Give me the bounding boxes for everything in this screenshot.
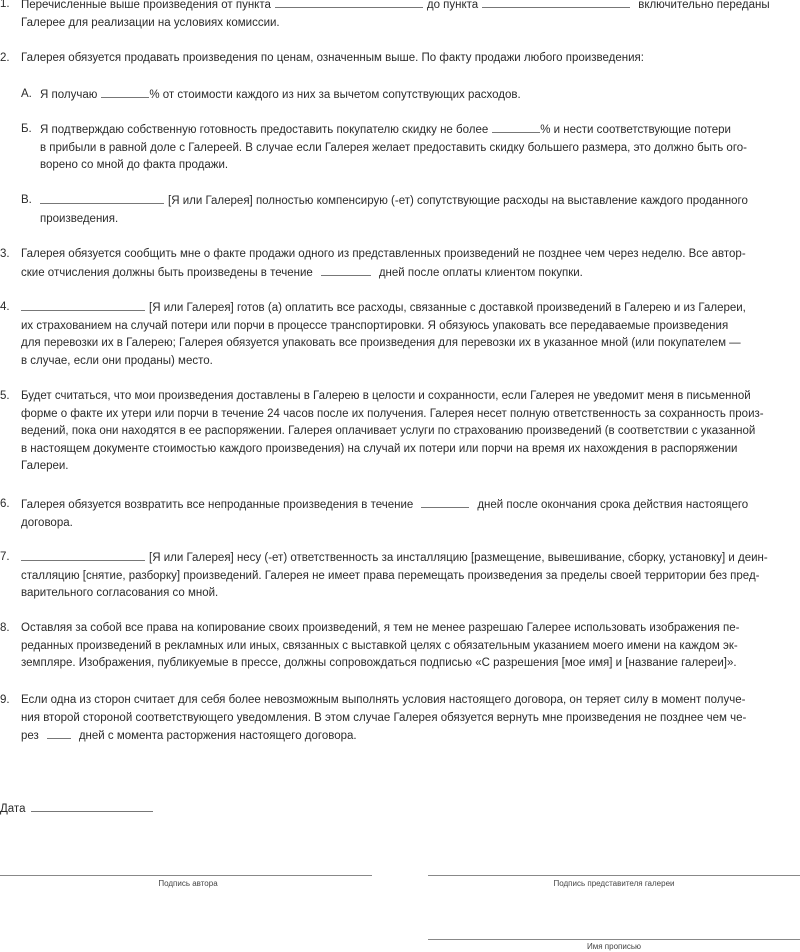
clause-2a (0, 86, 800, 105)
clause-number: 2. (0, 52, 10, 64)
clause-2v (0, 192, 800, 228)
author-signature-line[interactable] (0, 875, 372, 876)
blank-field[interactable] (47, 727, 71, 739)
clause-number: В. (21, 194, 32, 206)
clause-2b (0, 121, 800, 175)
clause-text: дней с момента расторжения настоящего договора. (78, 730, 357, 742)
clause-text: [Я или Галерея] несу (-ет) ответственность за инсталляцию [размещение, вывешивание, сборку, установку] и деин- (149, 552, 768, 564)
blank-field[interactable] (21, 549, 145, 561)
clause-text: Оставляя за собой все права на копирование своих произведений, я тем не менее разрешаю Галерее использовать изображения пе- (21, 622, 740, 634)
clause-2 (0, 50, 800, 68)
clause-6 (0, 496, 800, 532)
clause-5 (0, 388, 800, 476)
clause-number: 7. (0, 551, 10, 563)
clause-text: реданных произведений в рекламных или иных, связанных с выставкой целях с обязательным указанием моего имени на каждом эк- (21, 639, 738, 652)
clause-text: произведения. (40, 212, 119, 225)
clause-text: Галерея обязуется продавать произведения по ценам, означенным выше. По факту продажи любого произведения: (21, 52, 644, 64)
clause-text: Будет считаться, что мои произведения доставлены в Галерею в целости и сохранности, если Галерея не уведомит меня в письменной (21, 390, 751, 402)
clause-text: [Я или Галерея] полностью компенсирую (-ет) сопутствующие расходы на выставление каждого проданного (168, 195, 748, 207)
clause-text: ские отчисления должны быть произведены в течение (21, 266, 313, 279)
clause-text: ния второй стороной соответствующего уведомления. В этом случае Галерея обязуется вернуть мне произведения не позднее чем че- (21, 711, 747, 724)
clause-3 (0, 246, 800, 282)
blank-field[interactable] (101, 86, 149, 98)
clause-text: до пункта (426, 0, 479, 11)
clause-text: ведений, пока они находятся в ее распоряжении. Галерея оплачивает услуги по страхованию произведений (в соответствии с указанной (21, 425, 756, 437)
blank-field[interactable] (275, 0, 423, 8)
clause-7 (0, 549, 800, 603)
clause-number: 3. (0, 248, 10, 260)
clause-text: Галереи. (21, 460, 69, 472)
clause-text: рез (21, 730, 39, 742)
clause-text: форме о факте их утери или порчи в течение 24 часов после их получения. Галерея несет полную ответственность за сохранность произ- (21, 407, 764, 420)
clause-1 (0, 0, 800, 32)
clause-number: 1. (0, 0, 10, 10)
clause-4 (0, 299, 800, 370)
date-row (0, 800, 157, 818)
clause-text: [Я или Галерея] готов (а) оплатить все расходы, связанные с доставкой произведений в Галерею и из Галереи, (149, 302, 746, 314)
clause-number: Б. (21, 123, 32, 135)
clause-text: Если одна из сторон считает для себя более невозможным выполнять условия настоящего договора, он теряет силу в момент получе- (21, 694, 746, 706)
clause-text: в прибыли в равной доле с Галереей. В случае если Галерея желает предоставить скидку большего размера, это должно быть ого- (40, 141, 747, 154)
clause-number: 8. (0, 622, 10, 634)
clause-text: Галерея обязуется возвратить все непроданные произведения в течение (21, 499, 414, 511)
clause-text: % от стоимости каждого из них за вычетом сопутствующих расходов. (149, 89, 521, 101)
blank-field[interactable] (40, 192, 164, 204)
clause-number: 5. (0, 390, 10, 402)
clause-text: Галерея обязуется сообщить мне о факте продажи одного из представленных произведений не позднее чем через неделю. Все автор- (21, 248, 746, 260)
clause-text: для перевозки их в Галерею; Галерея обязуется упаковать все произведения для перевозки их в указанное мной (или покупателем — (21, 337, 741, 349)
clause-8 (0, 620, 800, 673)
clause-text: ворено со мной до факта продажи. (40, 159, 229, 171)
blank-field[interactable] (482, 0, 630, 8)
clause-text: сталляцию [снятие, разборку] произведений. Галерея не имеет права перемещать произведения за пределы своей территории без пред- (21, 569, 760, 582)
clause-text: Я получаю (40, 89, 98, 101)
blank-field[interactable] (421, 496, 469, 508)
clause-number: А. (21, 88, 32, 100)
blank-field[interactable] (21, 299, 145, 311)
clause-number: 9. (0, 694, 10, 706)
clause-text: варительного согласования со мной. (21, 587, 219, 599)
clause-text: Я подтверждаю собственную готовность предоставить покупателю скидку не более (40, 124, 489, 136)
date-label: Дата (0, 803, 26, 815)
name-label: Имя прописью (586, 942, 641, 951)
clause-number: 6. (0, 498, 10, 510)
clause-text: дней после окончания срока действия настоящего (477, 499, 749, 511)
date-field[interactable] (31, 800, 153, 812)
clause-text: дней после оплаты клиентом покупки. (378, 266, 583, 279)
clause-text: в настоящем документе стоимостью каждого произведения) на случай их потери или порчи на время их нахождения в распоряжении (21, 442, 738, 455)
clause-text: их страхованием на случай потери или порчи в процессе транспортировки. Я обязуюсь упаковать все передаваемые произведения (21, 319, 729, 332)
clause-text: Галерее для реализации на условиях комиссии. (21, 16, 280, 29)
blank-field[interactable] (492, 121, 540, 133)
gallery-rep-signature-line[interactable] (428, 875, 800, 876)
clause-number: 4. (0, 301, 10, 313)
clause-text: договора. (21, 516, 73, 529)
clause-text: % и нести соответствующие потери (540, 124, 731, 136)
clause-9 (0, 692, 800, 746)
clause-text: в случае, если они проданы) место. (21, 354, 213, 367)
gallery-rep-signature-label: Подпись представителя галереи (553, 879, 675, 888)
clause-text: Перечисленные выше произведения от пункта (21, 0, 271, 11)
name-line[interactable] (428, 939, 800, 940)
author-signature-label: Подпись автора (158, 879, 218, 888)
blank-field[interactable] (321, 264, 371, 276)
clause-text: земпляре. Изображения, публикуемые в прессе, должны сопровождаться подписью «С разрешения [мое имя] и [название галереи]». (21, 657, 737, 669)
clause-text: включительно переданы (638, 0, 770, 11)
